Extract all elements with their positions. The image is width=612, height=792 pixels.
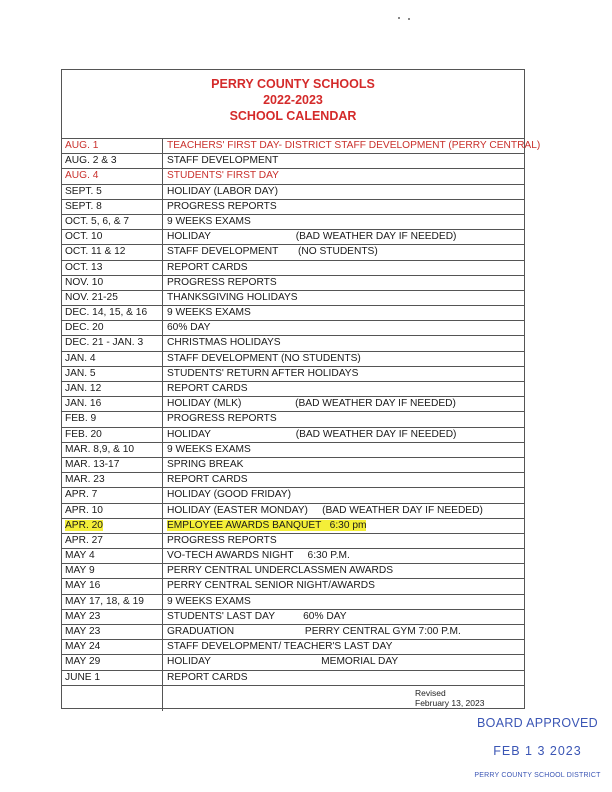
stamp-date: FEB 1 3 2023 <box>493 744 582 758</box>
row-event-text: TEACHERS' FIRST DAY- DISTRICT STAFF DEVELOPMENT (PERRY CENTRAL) <box>167 140 541 151</box>
scan-speck <box>408 18 410 20</box>
calendar-row <box>62 352 524 367</box>
board-approved-stamp <box>470 716 605 779</box>
row-date <box>62 185 163 199</box>
row-event <box>167 579 375 593</box>
calendar-row <box>62 443 524 458</box>
calendar-row <box>62 549 524 564</box>
row-date-text: JAN. 16 <box>65 398 102 410</box>
calendar-row <box>62 215 524 230</box>
row-date-text: AUG. 1 <box>65 140 99 151</box>
calendar-rows <box>62 139 541 711</box>
calendar-row <box>62 276 524 291</box>
row-event <box>167 352 361 366</box>
row-event-text: PROGRESS REPORTS <box>167 534 277 546</box>
row-date-text: OCT. 13 <box>65 261 103 273</box>
row-event-text: HOLIDAY (MLK) (BAD WEATHER DAY IF NEEDED) <box>167 398 456 410</box>
row-event <box>167 458 243 472</box>
calendar-row <box>62 367 524 382</box>
row-date <box>62 488 163 502</box>
calendar-row <box>62 671 524 686</box>
row-event <box>167 215 251 229</box>
row-date <box>62 276 163 290</box>
row-event-text: THANKSGIVING HOLIDAYS <box>167 291 298 303</box>
row-date <box>62 686 163 711</box>
row-date-text: MAR. 13-17 <box>65 458 120 470</box>
row-event-text: 9 WEEKS EXAMS <box>167 215 251 227</box>
calendar-row <box>62 291 524 306</box>
calendar-row <box>62 185 524 200</box>
row-date-text: JAN. 4 <box>65 352 96 364</box>
calendar-row <box>62 382 524 397</box>
row-date-text: MAY 29 <box>65 656 101 668</box>
row-date <box>62 412 163 426</box>
row-event <box>167 367 358 381</box>
row-event <box>167 230 456 244</box>
row-date <box>62 321 163 335</box>
row-event <box>167 245 378 259</box>
row-event-text: PROGRESS REPORTS <box>167 200 277 212</box>
row-event <box>167 336 281 350</box>
row-event <box>167 443 251 457</box>
row-date <box>62 397 163 411</box>
row-event-text: REPORT CARDS <box>167 474 248 486</box>
row-event-text: 9 WEEKS EXAMS <box>167 307 251 319</box>
row-date <box>62 595 163 609</box>
calendar-row <box>62 169 524 184</box>
calendar-row <box>62 504 524 519</box>
row-date <box>62 352 163 366</box>
calendar-row <box>62 154 524 169</box>
row-date <box>62 245 163 259</box>
calendar-row <box>62 640 524 655</box>
row-event-text: SPRING BREAK <box>167 458 244 470</box>
row-event <box>167 428 456 442</box>
row-date <box>62 139 163 153</box>
row-date-text: MAY 17, 18, & 19 <box>65 595 144 607</box>
calendar-row <box>62 261 524 276</box>
row-event <box>167 595 251 609</box>
calendar-row <box>62 412 524 427</box>
stamp-district: PERRY COUNTY SCHOOL DISTRICT <box>474 772 601 779</box>
row-date <box>62 215 163 229</box>
row-event-text: HOLIDAY (GOOD FRIDAY) <box>167 489 291 501</box>
calendar-row <box>62 534 524 549</box>
row-date-text: NOV. 21-25 <box>65 291 118 303</box>
row-event <box>167 169 279 183</box>
row-date-text: APR. 20 <box>65 519 103 531</box>
row-event <box>167 276 277 290</box>
row-date <box>62 336 163 350</box>
row-event <box>167 291 298 305</box>
row-event-text: PROGRESS REPORTS <box>167 276 277 288</box>
row-event-text: STUDENTS' RETURN AFTER HOLIDAYS <box>167 367 359 379</box>
row-date-text: MAY 9 <box>65 565 95 577</box>
row-event <box>167 321 210 335</box>
calendar-row <box>62 655 524 670</box>
row-event <box>167 549 350 563</box>
row-event <box>167 640 392 654</box>
row-event <box>167 488 291 502</box>
row-date-text: DEC. 21 - JAN. 3 <box>65 337 144 349</box>
revised-row <box>62 686 524 711</box>
row-date-text: MAR. 23 <box>65 474 105 486</box>
calendar-row <box>62 458 524 473</box>
row-event-text: STUDENTS' FIRST DAY <box>167 170 279 182</box>
row-date <box>62 671 163 685</box>
row-date-text: NOV. 10 <box>65 276 104 288</box>
row-event-text: HOLIDAY (LABOR DAY) <box>167 185 278 197</box>
calendar-row <box>62 200 524 215</box>
calendar-row <box>62 579 524 594</box>
row-date <box>62 610 163 624</box>
row-event <box>167 473 248 487</box>
calendar-row <box>62 610 524 625</box>
row-date <box>62 473 163 487</box>
row-date <box>62 200 163 214</box>
row-event-text: STAFF DEVELOPMENT (NO STUDENTS) <box>167 352 361 364</box>
row-event <box>167 185 278 199</box>
row-event <box>167 519 366 533</box>
row-event-text: VO-TECH AWARDS NIGHT 6:30 P.M. <box>167 550 350 562</box>
row-event-text: STAFF DEVELOPMENT <box>167 155 279 167</box>
row-event-text: 60% DAY <box>167 322 211 334</box>
row-event-text: HOLIDAY (BAD WEATHER DAY IF NEEDED) <box>167 231 457 243</box>
row-event-text: REPORT CARDS <box>167 261 248 273</box>
calendar-row <box>62 245 524 260</box>
revised-label: Revised <box>415 687 446 698</box>
row-date <box>62 428 163 442</box>
row-event-text: EMPLOYEE AWARDS BANQUET 6:30 pm <box>167 519 367 531</box>
row-event-text: 9 WEEKS EXAMS <box>167 595 251 607</box>
row-event-text: HOLIDAY MEMORIAL DAY <box>167 656 399 668</box>
calendar-row <box>62 625 524 640</box>
row-event <box>167 504 483 518</box>
row-date <box>62 640 163 654</box>
row-date <box>62 534 163 548</box>
row-event <box>167 261 248 275</box>
calendar-row <box>62 564 524 579</box>
row-event-text: STAFF DEVELOPMENT (NO STUDENTS) <box>167 246 378 258</box>
row-event-text: HOLIDAY (EASTER MONDAY) (BAD WEATHER DAY IF NEEDED) <box>167 504 483 516</box>
row-date <box>62 306 163 320</box>
row-event <box>167 139 540 153</box>
row-date <box>62 230 163 244</box>
row-event-text: STUDENTS' LAST DAY 60% DAY <box>167 610 347 622</box>
calendar-row <box>62 595 524 610</box>
row-date <box>62 458 163 472</box>
row-event <box>167 564 393 578</box>
row-date-text: JAN. 5 <box>65 367 96 379</box>
row-date-text: APR. 10 <box>65 504 103 516</box>
row-date-text: SEPT. 5 <box>65 185 102 197</box>
stamp-approved: BOARD APPROVED <box>477 716 598 730</box>
calendar-header <box>62 70 524 139</box>
row-event <box>167 397 456 411</box>
row-date-text: AUG. 2 & 3 <box>65 155 117 167</box>
row-event <box>167 610 347 624</box>
row-date <box>62 382 163 396</box>
row-date-text: MAY 4 <box>65 550 95 562</box>
row-event <box>167 655 398 669</box>
row-date-text: JAN. 12 <box>65 383 102 394</box>
row-date <box>62 579 163 593</box>
calendar-row <box>62 336 524 351</box>
calendar-row <box>62 306 524 321</box>
row-date-text: FEB. 9 <box>65 413 97 425</box>
row-event <box>167 382 248 396</box>
row-date <box>62 169 163 183</box>
row-event-text: GRADUATION PERRY CENTRAL GYM 7:00 P.M. <box>167 626 461 637</box>
row-date <box>62 564 163 578</box>
calendar-row <box>62 428 524 443</box>
row-date-text: MAY 23 <box>65 626 101 637</box>
calendar-row <box>62 139 541 154</box>
calendar-table <box>61 69 541 709</box>
row-event-text: PROGRESS REPORTS <box>167 413 277 425</box>
row-event <box>167 625 461 639</box>
row-date <box>62 655 163 669</box>
row-date-text: OCT. 11 & 12 <box>65 246 126 258</box>
row-date-text: AUG. 4 <box>65 170 99 182</box>
row-date <box>62 504 163 518</box>
row-date <box>62 443 163 457</box>
row-event-text: CHRISTMAS HOLIDAYS <box>167 337 281 349</box>
row-date <box>62 549 163 563</box>
calendar-row <box>62 230 524 245</box>
row-date-text: MAY 16 <box>65 580 101 592</box>
row-event-text: PERRY CENTRAL UNDERCLASSMEN AWARDS <box>167 565 394 577</box>
revised-note <box>415 688 484 709</box>
row-date-text: DEC. 20 <box>65 322 104 334</box>
row-date <box>62 625 163 639</box>
row-date <box>62 261 163 275</box>
row-date <box>62 154 163 168</box>
row-date-text: OCT. 10 <box>65 231 103 243</box>
row-event-text: REPORT CARDS <box>167 383 248 394</box>
row-event <box>167 412 277 426</box>
row-event-text: HOLIDAY (BAD WEATHER DAY IF NEEDED) <box>167 428 457 440</box>
row-event <box>167 534 277 548</box>
school-year: 2022-2023 <box>263 93 323 107</box>
row-event-text: 9 WEEKS EXAMS <box>167 443 251 455</box>
revised-date: February 13, 2023 <box>415 698 485 709</box>
row-event <box>167 671 248 685</box>
scan-speck <box>398 17 400 19</box>
row-date-text: MAR. 8,9, & 10 <box>65 443 135 455</box>
row-event <box>167 200 277 214</box>
calendar-row <box>62 488 524 503</box>
row-date-text: APR. 7 <box>65 489 98 501</box>
calendar-row <box>62 473 524 488</box>
row-date-text: JUNE 1 <box>65 671 101 683</box>
row-date-text: SEPT. 8 <box>65 200 102 212</box>
row-date <box>62 367 163 381</box>
calendar-row <box>62 397 524 412</box>
row-date-text: MAY 24 <box>65 641 101 653</box>
row-date <box>62 519 163 533</box>
row-date <box>62 291 163 305</box>
calendar-row <box>62 321 524 336</box>
calendar-row <box>62 519 524 534</box>
calendar-title: SCHOOL CALENDAR <box>229 109 357 123</box>
district-title: PERRY COUNTY SCHOOLS <box>211 77 375 91</box>
row-date-text: APR. 27 <box>65 534 103 546</box>
row-date-text: MAY 23 <box>65 610 101 622</box>
row-event-text: STAFF DEVELOPMENT/ TEACHER'S LAST DAY <box>167 641 393 653</box>
row-event <box>167 306 251 320</box>
row-date-text: OCT. 5, 6, & 7 <box>65 215 129 227</box>
row-event-text: REPORT CARDS <box>167 671 248 683</box>
row-date-text: DEC. 14, 15, & 16 <box>65 307 148 319</box>
row-event-text: PERRY CENTRAL SENIOR NIGHT/AWARDS <box>167 580 375 592</box>
row-event <box>167 154 278 168</box>
row-date-text: FEB. 20 <box>65 428 102 440</box>
